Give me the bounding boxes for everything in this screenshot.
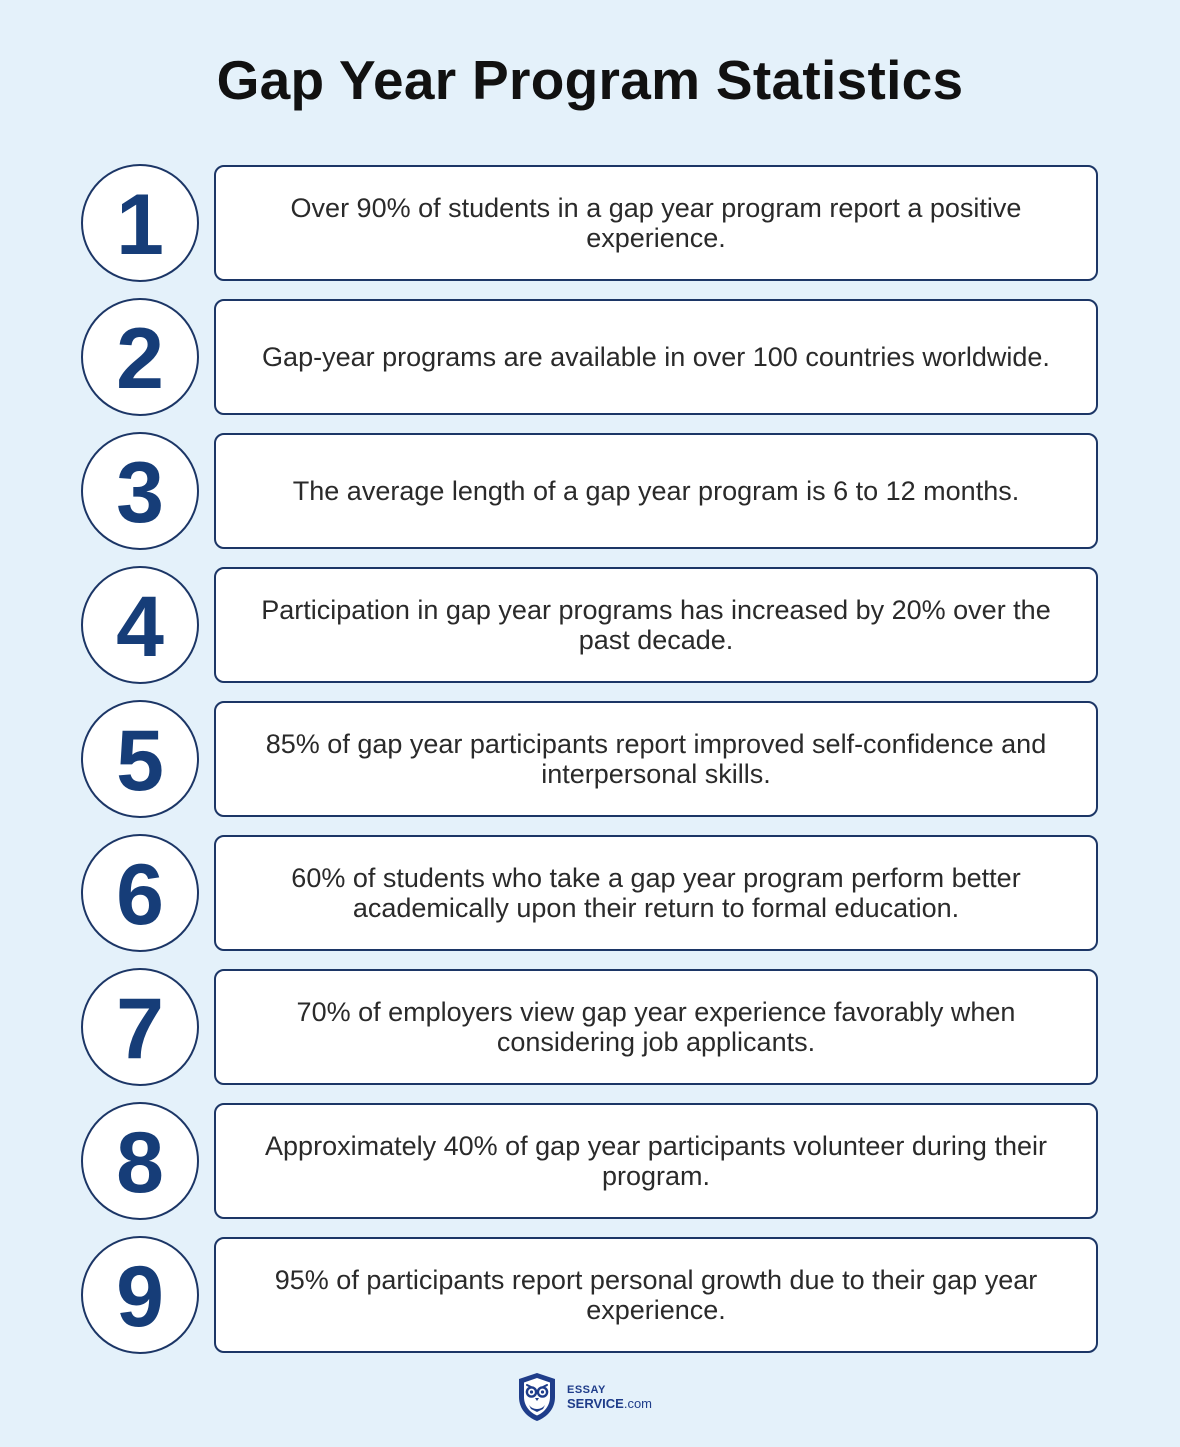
stat-card (214, 835, 1098, 951)
stat-text: Over 90% of students in a gap year program report a positive experience. (290, 193, 1022, 253)
number-badge (81, 432, 199, 550)
stat-card (214, 701, 1098, 817)
stat-item-2 (81, 299, 1101, 415)
stat-text: 70% of employers view gap year experience favorably when considering job applicants. (296, 997, 1016, 1057)
number-label: 6 (116, 847, 164, 943)
number-badge (81, 834, 199, 952)
stat-card (214, 969, 1098, 1085)
number-badge (81, 700, 199, 818)
stat-card (214, 165, 1098, 281)
stat-card (214, 299, 1098, 415)
stat-text: The average length of a gap year program is 6 to 12 months. (292, 476, 1020, 506)
stat-item-4 (81, 567, 1101, 683)
page-title: Gap Year Program Statistics (216, 49, 964, 111)
number-badge (81, 298, 199, 416)
brand-domain: .com (623, 1396, 653, 1411)
number-label: 7 (116, 981, 164, 1077)
number-label: 2 (116, 311, 164, 407)
brand-line2 (567, 1397, 652, 1410)
brand-line1: ESSAY (567, 1384, 606, 1396)
number-label: 4 (116, 579, 164, 675)
number-label: 1 (116, 177, 164, 273)
stat-text: 60% of students who take a gap year program perform better academically upon their return to formal education. (291, 863, 1021, 923)
brand-wordmark (567, 1384, 652, 1410)
stat-text: Participation in gap year programs has increased by 20% over the past decade. (261, 595, 1051, 655)
number-label: 8 (116, 1115, 164, 1211)
stat-card (214, 1103, 1098, 1219)
stat-item-9 (81, 1237, 1101, 1353)
stat-card (214, 1237, 1098, 1353)
stat-item-8 (81, 1103, 1101, 1219)
owl-shield-icon (515, 1371, 559, 1423)
brand-name: SERVICE (567, 1396, 624, 1411)
stat-item-7 (81, 969, 1101, 1085)
number-label: 9 (116, 1249, 164, 1345)
stat-item-6 (81, 835, 1101, 951)
number-label: 3 (116, 445, 164, 541)
stat-text: 95% of participants report personal growth due to their gap year experience. (274, 1265, 1038, 1325)
stat-item-1 (81, 165, 1101, 281)
number-label: 5 (116, 713, 164, 809)
stat-item-3 (81, 433, 1101, 549)
stat-card (214, 433, 1098, 549)
number-badge (81, 164, 199, 282)
stat-text: 85% of gap year participants report improved self-confidence and interpersonal skills. (265, 729, 1047, 789)
number-badge (81, 1236, 199, 1354)
number-badge (81, 968, 199, 1086)
stat-item-5 (81, 701, 1101, 817)
stat-card (214, 567, 1098, 683)
stat-text: Approximately 40% of gap year participants volunteer during their program. (265, 1131, 1047, 1191)
stat-text: Gap-year programs are available in over 100 countries worldwide. (262, 342, 1050, 372)
brand-logo[interactable] (515, 1371, 652, 1423)
number-badge (81, 566, 199, 684)
number-badge (81, 1102, 199, 1220)
